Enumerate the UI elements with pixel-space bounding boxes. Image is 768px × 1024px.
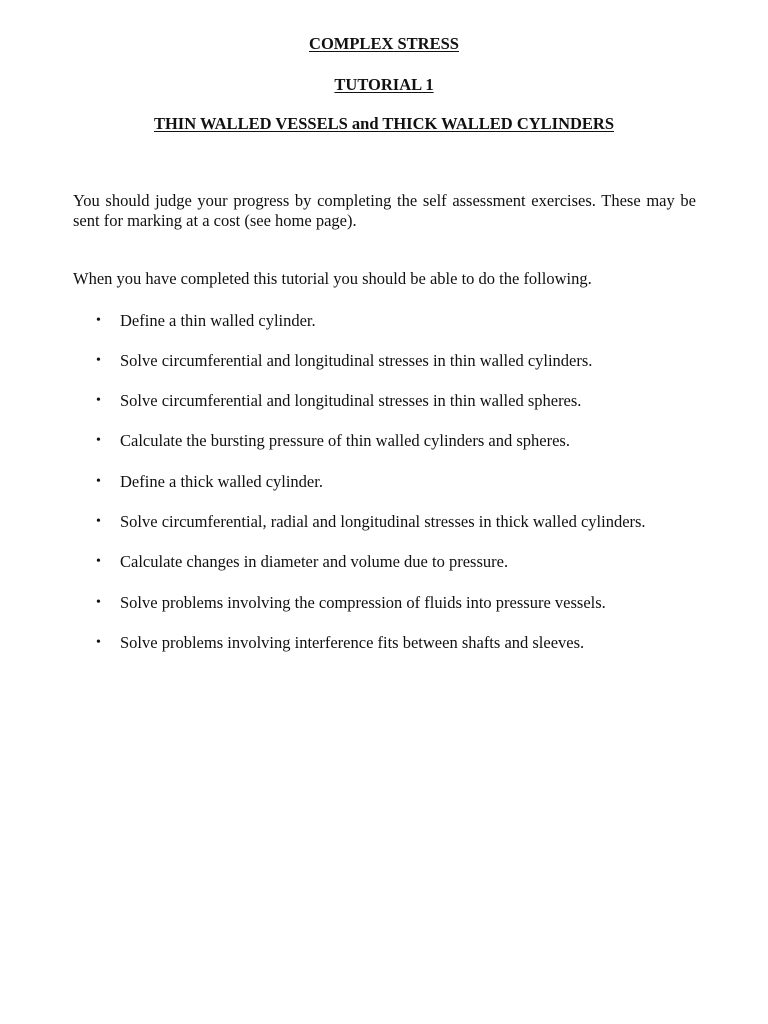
bullet-icon: • xyxy=(96,474,101,489)
list-item-text: Solve problems involving interference fits between shafts and sleeves. xyxy=(120,633,585,652)
list-item-text: Solve problems involving the compression of fluids into pressure vessels. xyxy=(120,593,606,612)
document-title: COMPLEX STRESS xyxy=(309,34,459,53)
tutorial-heading: TUTORIAL 1 xyxy=(334,75,434,94)
bullet-icon: • xyxy=(96,595,101,610)
subject-heading: THIN WALLED VESSELS and THICK WALLED CYLINDERS xyxy=(153,114,615,133)
bullet-icon: • xyxy=(96,393,101,408)
list-item-text: Calculate the bursting pressure of thin walled cylinders and spheres. xyxy=(120,431,570,450)
list-item-text: Define a thin walled cylinder. xyxy=(120,311,316,330)
bullet-icon: • xyxy=(96,313,101,328)
objectives-lead-paragraph: When you have completed this tutorial you should be able to do the following. xyxy=(73,269,592,288)
bullet-icon: • xyxy=(96,554,101,569)
bullet-icon: • xyxy=(96,635,101,650)
bullet-icon: • xyxy=(96,353,101,368)
intro-paragraph: You should judge your progress by completing the self assessment exercises. These may be sent for marking at a cost (see home page). xyxy=(73,191,696,230)
list-item-text: Define a thick walled cylinder. xyxy=(120,472,323,491)
bullet-icon: • xyxy=(96,433,101,448)
list-item-text: Solve circumferential and longitudinal stresses in thin walled spheres. xyxy=(120,391,582,410)
list-item-text: Calculate changes in diameter and volume due to pressure. xyxy=(120,552,509,571)
bullet-icon: • xyxy=(96,514,101,529)
list-item-text: Solve circumferential, radial and longitudinal stresses in thick walled cylinders. xyxy=(120,512,646,531)
list-item-text: Solve circumferential and longitudinal stresses in thin walled cylinders. xyxy=(120,351,593,370)
